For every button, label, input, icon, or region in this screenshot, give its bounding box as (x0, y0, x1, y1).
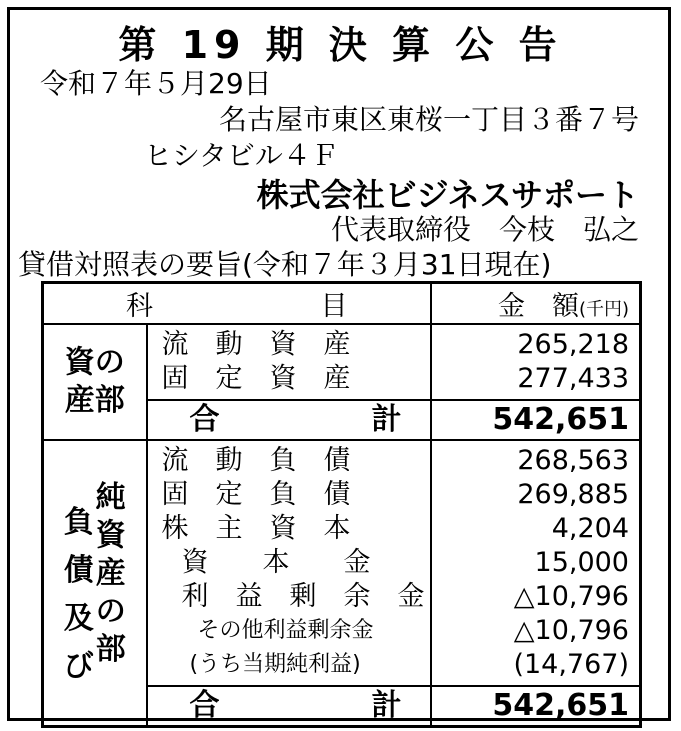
header-amount (431, 283, 641, 325)
list-item: 固 定 負 債 (161, 479, 351, 510)
liab-label-char: 産 (95, 556, 126, 591)
table-header-row (43, 283, 641, 325)
assets-total-value (431, 400, 641, 440)
header-subject-left: 科 (126, 291, 153, 322)
liab-label-char: 負 (63, 505, 94, 540)
item-value: 265,218 (517, 329, 629, 360)
item-value: (14,767) (513, 649, 629, 680)
assets-section-label (43, 324, 147, 440)
liab-label-char: 債 (63, 553, 94, 588)
item-value: 15,000 (534, 547, 629, 578)
header-unit: (千円) (578, 299, 629, 320)
liab-label-char: 純 (95, 480, 126, 515)
item-value: △10,796 (513, 581, 629, 612)
liab-label-char: 部 (95, 632, 126, 667)
item-value: 268,563 (517, 445, 629, 476)
liabilities-items-row (43, 440, 641, 686)
liabilities-total-label (147, 686, 431, 727)
item-value: △10,796 (513, 615, 629, 646)
total-left-char: 合 (189, 402, 220, 437)
list-item: 固 定 資 産 (161, 363, 351, 394)
list-item: 利 益 剰 余 金 (181, 581, 425, 612)
liabilities-total-value (431, 686, 641, 727)
liab-label-char: び (63, 649, 94, 684)
notice-title: 第 19 期 決 算 公 告 (118, 23, 563, 67)
item-value: 4,204 (551, 513, 629, 544)
liab-label-char: 及 (63, 601, 94, 636)
list-item: 流 動 資 産 (161, 329, 351, 360)
header-amount-label: 金 額 (497, 291, 579, 322)
assets-item-labels (147, 324, 431, 400)
assets-label-line2: 産部 (64, 383, 125, 418)
liabilities-item-labels (147, 440, 431, 686)
header-subject-right: 目 (320, 291, 348, 322)
address-line-2: ヒシタビル４Ｆ (144, 139, 339, 172)
balance-sheet-title: 貸借対照表の要旨(令和７年３月31日現在) (18, 248, 552, 281)
liabilities-section-label (43, 440, 147, 727)
assets-label-line1: 資の (64, 345, 125, 380)
header-subject (43, 283, 431, 325)
total-value: 542,651 (492, 402, 629, 437)
list-item: (うち当期純利益) (189, 652, 361, 677)
assets-total-label (147, 400, 431, 440)
address-line-1: 名古屋市東区東桜一丁目３番７号 (218, 103, 639, 136)
total-right-char: 計 (371, 402, 402, 437)
list-item: 資 本 金 (181, 547, 371, 578)
item-value: 277,433 (517, 363, 629, 394)
total-value: 542,651 (492, 688, 629, 723)
notice-date: 令和７年５月29日 (40, 67, 272, 100)
liabilities-item-values (431, 440, 641, 686)
list-item: その他利益剰余金 (197, 618, 374, 643)
balance-sheet-table (41, 281, 642, 728)
list-item: 流 動 負 債 (161, 445, 351, 476)
liab-label-char: 資 (95, 518, 126, 553)
assets-items-row (43, 324, 641, 400)
total-left-char: 合 (189, 688, 220, 723)
total-right-char: 計 (371, 688, 402, 723)
item-value: 269,885 (517, 479, 629, 510)
company-name: 株式会社ビジネスサポート (256, 176, 639, 214)
list-item: 株 主 資 本 (161, 513, 351, 544)
assets-item-values (431, 324, 641, 400)
liab-label-char: の (95, 594, 126, 629)
representative: 代表取締役 今枝 弘之 (330, 213, 639, 246)
